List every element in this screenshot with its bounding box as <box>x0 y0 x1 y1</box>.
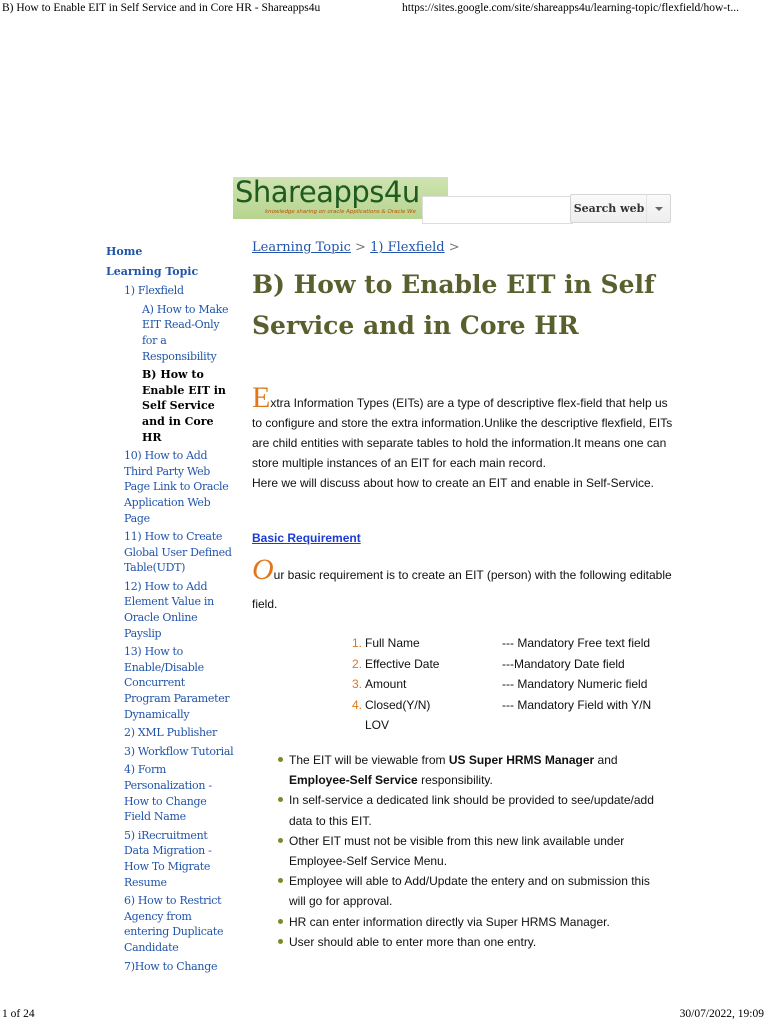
field-requirement: --- Mandatory Numeric field <box>502 677 648 691</box>
site-logo-tagline: knowledge sharing on oracle Applications & Oracle We <box>265 209 416 215</box>
list-item <box>352 654 682 675</box>
bullet-bold: US Super HRMS Manager <box>448 753 595 767</box>
print-footer <box>2 1008 764 1022</box>
intro-paragraph <box>252 381 680 493</box>
field-name: Full Name <box>365 636 420 650</box>
sidebar-item-make-eit-read-only[interactable]: A) How to Make EIT Read-Only for a Responsibility <box>142 302 229 363</box>
breadcrumb-separator: > <box>355 240 366 255</box>
intro-text: xtra Information Types (EITs) are a type of descriptive flex-field that help us to configure and store the extra information.Unlike the descriptive flexfield, EITs are child entities with separate tables to hold the information.It means one can store multiple instances of an EIT for each main record. <box>252 396 673 470</box>
list-item: Other EIT must not be visible from this new link available under Employee-Self Service Menu. <box>278 831 668 871</box>
bullet-text: The EIT will be viewable from <box>289 753 449 767</box>
requirement-dropcap: O <box>252 553 274 586</box>
sidebar-item-global-udt[interactable]: 11) How to Create Global User Defined Table(UDT) <box>124 530 232 575</box>
requirement-text: ur basic requirement is to create an EIT (person) with the following editable field. <box>252 568 672 611</box>
list-number: 2. <box>352 656 363 671</box>
print-page-title: B) How to Enable EIT in Self Service and in Core HR - Shareapps4u <box>2 2 321 14</box>
intro-dropcap: E <box>252 381 271 414</box>
sidebar-item-irecruitment-migration[interactable]: 5) iRecruitment Data Migration - How To Migrate Resume <box>124 828 212 889</box>
field-requirement: --- Mandatory Field with Y/N <box>502 697 652 712</box>
breadcrumb <box>252 240 460 255</box>
print-page-url: https://sites.google.com/site/shareapps4u/learning-topic/flexfield/how-t... <box>402 2 739 14</box>
field-name: Amount <box>365 677 407 691</box>
sidebar-item-concurrent-program-parameter[interactable]: 13) How to Enable/Disable Concurrent Program Parameter Dynamically <box>124 645 230 721</box>
field-requirement: --- Mandatory Free text field <box>502 636 651 650</box>
field-name: Closed(Y/N) <box>365 697 431 712</box>
sidebar-item-xml-publisher[interactable]: 2) XML Publisher <box>124 726 217 740</box>
list-item <box>352 695 682 736</box>
field-name: Effective Date <box>365 656 440 671</box>
field-requirement: ---Mandatory Date field <box>502 656 625 671</box>
basic-requirement-heading[interactable]: Basic Requirement <box>252 531 361 545</box>
sidebar-item-element-value-payslip[interactable]: 12) How to Add Element Value in Oracle Online Payslip <box>124 579 214 640</box>
sidebar-item-restrict-agency[interactable]: 6) How to Restrict Agency from entering Duplicate Candidate <box>124 894 224 954</box>
search-options-dropdown[interactable] <box>646 194 671 223</box>
list-item <box>278 750 668 790</box>
sidebar-item-learning-topic[interactable]: Learning Topic <box>106 264 199 278</box>
list-item: Employee will able to Add/Update the entery and on submission this will go for approval. <box>278 871 668 911</box>
site-logo-text: Shareapps4u <box>235 177 420 209</box>
search-input[interactable] <box>422 196 573 224</box>
requirement-paragraph <box>252 553 680 619</box>
sidebar-item-how-to-change[interactable]: 7)How to Change <box>124 959 218 973</box>
intro-text-line2: Here we will discuss about how to create an EIT and enable in Self-Service. <box>252 476 654 490</box>
sidebar-item-current-page: B) How to Enable EIT in Self Service and in Core HR <box>142 368 226 444</box>
list-item <box>352 674 682 695</box>
list-item: In self-service a dedicated link should be provided to see/update/add data to this EIT. <box>278 790 668 830</box>
field-list <box>352 633 682 736</box>
bullet-bold: Employee-Self Service <box>289 773 418 788</box>
breadcrumb-learning-topic[interactable]: Learning Topic <box>252 240 351 255</box>
page-title: B) How to Enable EIT in Self Service and in Core HR <box>252 270 655 340</box>
bullet-text: and <box>594 753 618 767</box>
site-logo[interactable] <box>233 177 448 219</box>
sidebar-nav <box>106 244 234 977</box>
search-web-button[interactable]: Search web <box>570 194 648 223</box>
print-page-count: 1 of 24 <box>2 1008 35 1020</box>
requirement-bullets <box>278 750 668 952</box>
sidebar-item-home[interactable]: Home <box>106 245 143 258</box>
list-item: HR can enter information directly via Super HRMS Manager. <box>278 912 668 932</box>
sidebar-item-workflow-tutorial[interactable]: 3) Workflow Tutorial <box>124 744 234 758</box>
print-header <box>2 2 764 16</box>
print-datetime: 30/07/2022, 19:09 <box>679 1008 764 1020</box>
list-number: 1. <box>352 636 363 650</box>
list-number: 3. <box>352 677 363 691</box>
list-number: 4. <box>352 697 363 712</box>
sidebar-item-third-party-link[interactable]: 10) How to Add Third Party Web Page Link to Oracle Application Web Page <box>124 449 229 525</box>
sidebar-item-flexfield[interactable]: 1) Flexfield <box>124 284 184 298</box>
field-name-continued: LOV <box>365 718 390 732</box>
breadcrumb-flexfield[interactable]: 1) Flexfield <box>370 240 445 255</box>
chevron-down-icon <box>655 207 663 211</box>
breadcrumb-separator: > <box>448 240 460 255</box>
bullet-text: responsibility. <box>417 773 493 788</box>
list-item: User should able to enter more than one entry. <box>278 932 668 952</box>
list-item <box>352 633 682 654</box>
sidebar-item-form-personalization[interactable]: 4) Form Personalization - How to Change Field Name <box>124 763 212 824</box>
